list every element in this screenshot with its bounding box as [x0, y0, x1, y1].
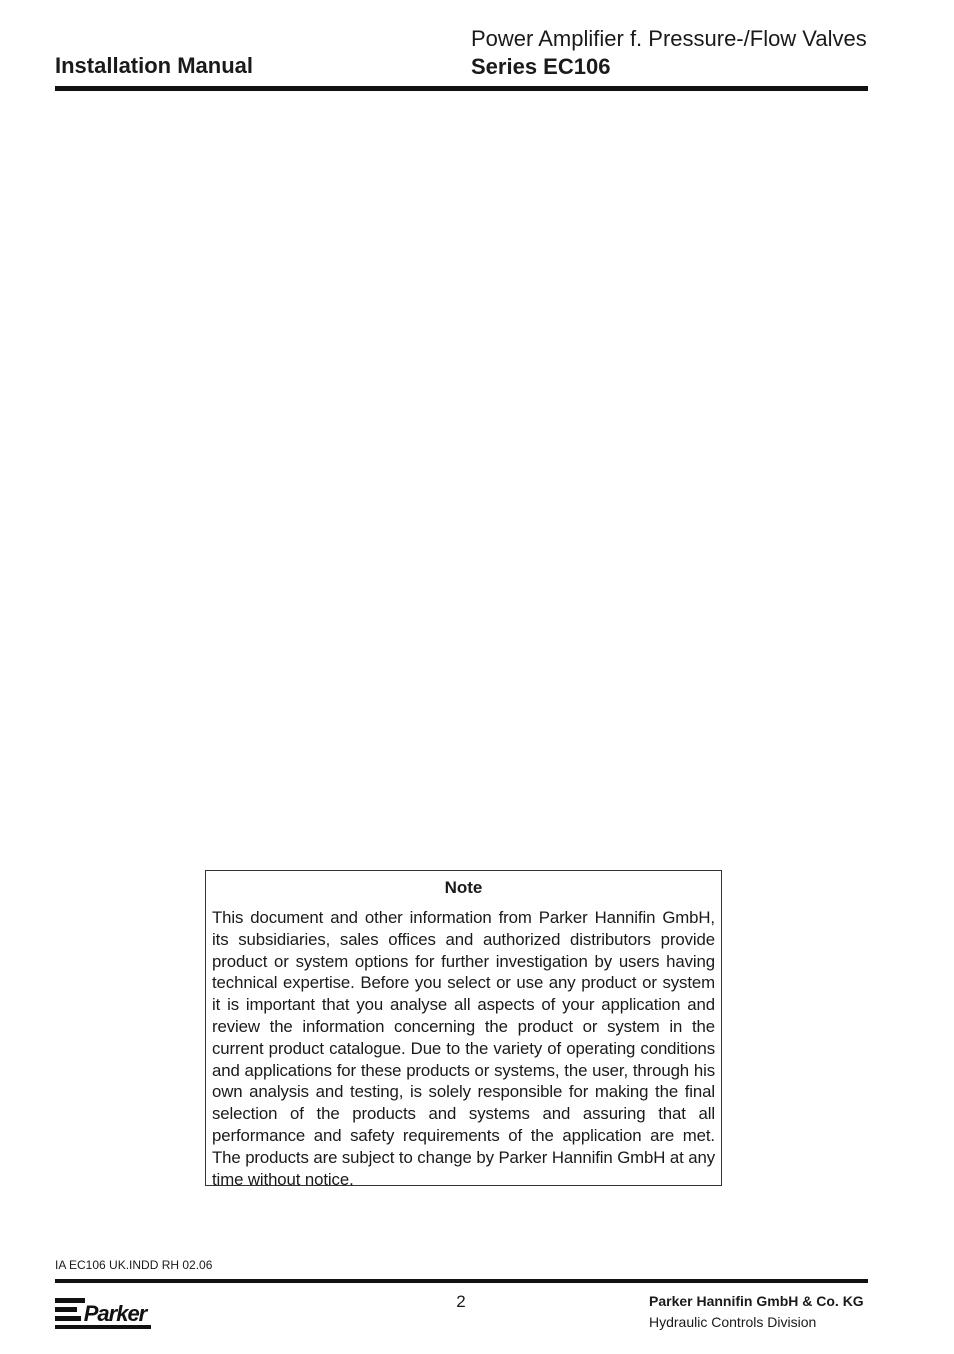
file-reference: IA EC106 UK.INDD RH 02.06	[55, 1258, 213, 1272]
parker-logo-icon	[55, 1294, 151, 1331]
company-info	[649, 1291, 864, 1333]
manual-title: Installation Manual	[55, 53, 254, 78]
company-name: Parker Hannifin GmbH & Co. KG	[649, 1293, 864, 1309]
footer-rule	[55, 1279, 868, 1283]
product-subtitle: Power Amplifier f. Pressure-/Flow Valves	[471, 26, 867, 51]
svg-text:Parker: Parker	[83, 1301, 147, 1326]
header-rule	[55, 86, 868, 91]
note-box	[205, 870, 722, 1189]
note-title: Note	[444, 878, 483, 897]
document-title-block	[471, 25, 867, 81]
page-number: 2	[456, 1292, 466, 1311]
product-series: Series EC106	[471, 54, 611, 79]
company-division: Hydraulic Controls Division	[649, 1314, 817, 1330]
note-body: This document and other information from Parker Hannifin GmbH, its subsidiaries, sales offices and authorized distributors provide product or system options for further investigation by users having technical expertise. Before you select or use any product or system it is important that you analyse all aspects of your application and review the information concerning the product or system in the current product catalogue. Due to the variety of operating conditions and applications for these products or systems, the user, through his own analysis and testing, is solely responsible for making the final selection of the products and systems and assuring that all performance and safety requirements of the application are met. The products are subject to change by Parker Hannifin GmbH at any time without notice.	[212, 908, 715, 1189]
